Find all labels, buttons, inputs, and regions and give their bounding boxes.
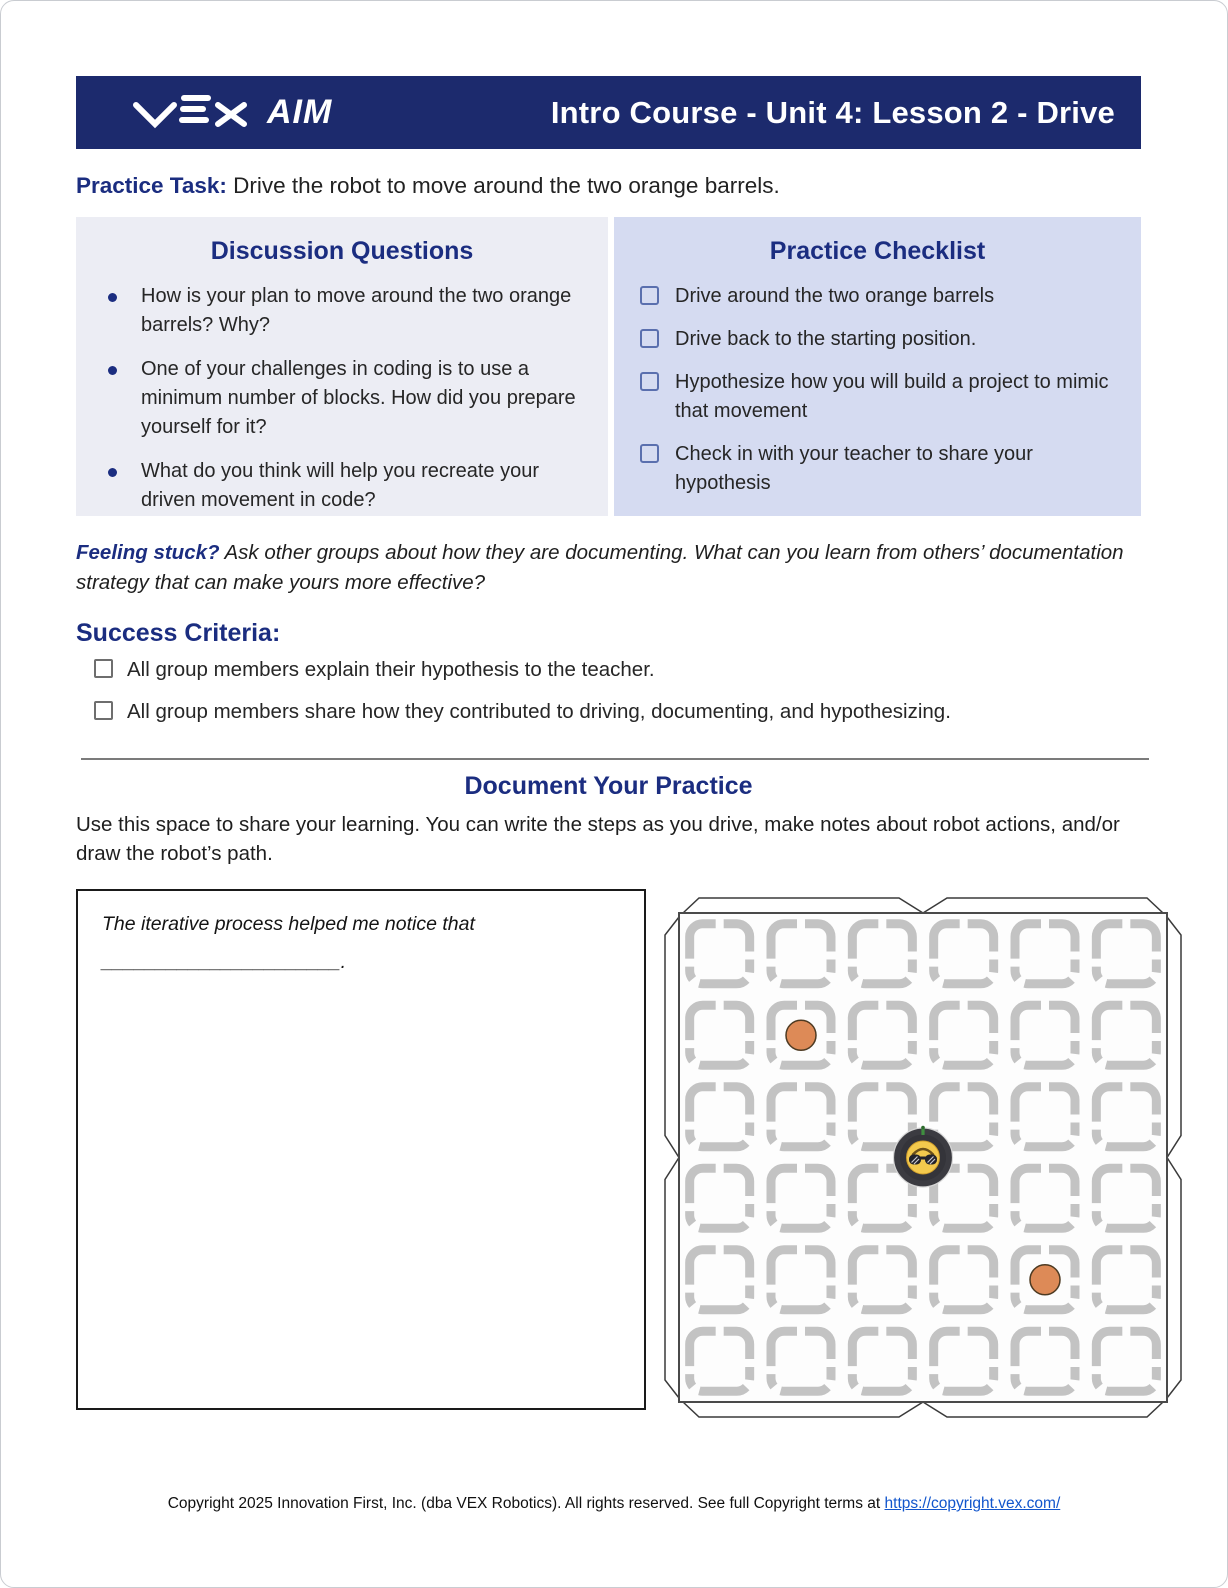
vex-aim-logo <box>132 91 332 135</box>
header-band <box>76 76 1141 149</box>
checkbox-icon[interactable] <box>94 659 113 678</box>
checklist-item: Drive back to the starting position. <box>632 325 1123 354</box>
copyright-text: Copyright 2025 Innovation First, Inc. (dba VEX Robotics). All rights reserved. See full Copyright terms at <box>167 1495 885 1512</box>
footer <box>1 1495 1227 1513</box>
field-flap <box>683 898 923 913</box>
copyright-link[interactable]: https://copyright.vex.com/ <box>884 1495 1061 1512</box>
orange-barrel <box>1030 1265 1060 1295</box>
success-criteria-item: All group members explain their hypothesis to the teacher. <box>94 657 1144 683</box>
success-criteria-item: All group members share how they contributed to driving, documenting, and hypothesizing. <box>94 699 1144 725</box>
checklist-item: Hypothesize how you will build a project to mimic that movement <box>632 368 1123 426</box>
field-flap <box>683 1402 923 1417</box>
practice-task-label: Practice Task: <box>76 173 227 198</box>
discussion-title: Discussion Questions <box>210 237 474 265</box>
checkbox-icon[interactable] <box>640 444 659 463</box>
field-flap <box>923 898 1163 913</box>
aim-logo-text: AIM <box>267 93 333 131</box>
practice-task <box>76 171 1146 201</box>
field-flap <box>1167 917 1181 1158</box>
list-item: How is your plan to move around the two orange barrels? Why? <box>94 282 590 340</box>
checkbox-icon[interactable] <box>640 286 659 305</box>
field-flap <box>665 1158 679 1399</box>
aim-field <box>651 879 1187 1425</box>
checklist-title: Practice Checklist <box>769 237 986 265</box>
orange-barrel <box>786 1020 816 1050</box>
practice-task-text: Drive the robot to move around the two orange barrels. <box>226 173 780 198</box>
feeling-stuck-note <box>76 538 1146 598</box>
feeling-stuck-text: Ask other groups about how they are documenting. What can you learn from others’ documentation strategy that can make yours more effective? <box>76 541 1124 594</box>
section-divider <box>81 758 1149 760</box>
field-flap <box>923 1402 1163 1417</box>
field-flap <box>1167 1158 1181 1399</box>
checkbox-icon[interactable] <box>640 329 659 348</box>
notes-writing-area[interactable] <box>76 889 646 1410</box>
page-title: Intro Course - Unit 4: Lesson 2 - Drive <box>550 94 1115 130</box>
bullet-icon <box>108 366 117 375</box>
list-item: What do you think will help you recreate your driven movement in code? <box>94 457 590 515</box>
notes-prompt: The iterative process helped me notice that ______________________. <box>102 913 475 973</box>
feeling-stuck-label: Feeling stuck? <box>76 541 220 564</box>
discussion-questions-box <box>76 217 608 516</box>
success-criteria-title: Success Criteria: <box>76 619 281 647</box>
checkbox-icon[interactable] <box>640 372 659 391</box>
bullet-icon <box>108 468 117 477</box>
checklist-item: Drive around the two orange barrels <box>632 282 1123 311</box>
document-practice-intro: Use this space to share your learning. You can write the steps as you drive, make notes about robot actions, and/or draw the robot’s path. <box>76 813 1120 865</box>
checklist-item: Check in with your teacher to share your hypothesis <box>632 440 1123 498</box>
checkbox-icon[interactable] <box>94 701 113 720</box>
practice-checklist-box <box>614 217 1141 516</box>
field-flap <box>665 917 679 1158</box>
bullet-icon <box>108 293 117 302</box>
discussion-list <box>94 282 590 515</box>
list-item: One of your challenges in coding is to use a minimum number of blocks. How did you prepare yourself for it? <box>94 355 590 442</box>
vex-logo-icon <box>132 91 257 135</box>
document-practice-title: Document Your Practice <box>464 772 753 800</box>
